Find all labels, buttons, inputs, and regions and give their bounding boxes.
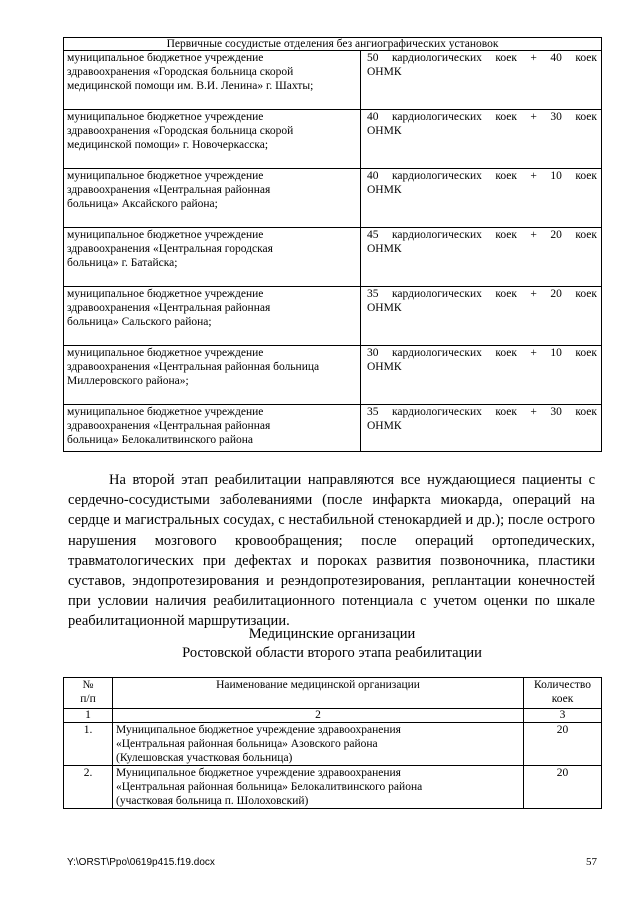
header-organization: Наименование медицинской организации: [113, 678, 524, 709]
organization-name: Муниципальное бюджетное учреждение здравоохранения «Центральная районная больница» Белокалитвинского района (участковая больница п. Шолоховский): [113, 766, 524, 809]
organization-name: муниципальное бюджетное учреждение здравоохранения «Центральная районная больница Миллеровского района»;: [64, 346, 361, 405]
table-row: [64, 51, 602, 110]
table-row: [64, 723, 602, 766]
bed-count: 20: [524, 766, 602, 809]
organization-name: муниципальное бюджетное учреждение здравоохранения «Центральная районная больница» Сальского района;: [64, 287, 361, 346]
bed-count: 20: [524, 723, 602, 766]
bed-count: 45 кардиологических коек + 20 коек ОНМК: [361, 228, 602, 287]
organization-name: муниципальное бюджетное учреждение здравоохранения «Городская больница скорой медицинской помощи им. В.И. Ленина» г. Шахты;: [64, 51, 361, 110]
bed-count: 35 кардиологических коек + 20 коек ОНМК: [361, 287, 602, 346]
column-number: 2: [113, 709, 524, 723]
table-row: [64, 110, 602, 169]
section-title: Медицинские организации Ростовской области второго этапа реабилитации: [182, 626, 482, 661]
bed-count: 40 кардиологических коек + 30 коек ОНМК: [361, 110, 602, 169]
organization-name: муниципальное бюджетное учреждение здравоохранения «Центральная городская больница» г. Батайска;: [64, 228, 361, 287]
table-row: [64, 287, 602, 346]
file-path: Y:\ORST\Ppo\0619p415.f19.docx: [67, 857, 215, 868]
row-number: 2.: [64, 766, 113, 809]
header-bed-count: Количество коек: [524, 678, 602, 709]
header-number: № п/п: [64, 678, 113, 709]
table-row: [64, 169, 602, 228]
bed-count: 30 кардиологических коек + 10 коек ОНМК: [361, 346, 602, 405]
table-row: [64, 766, 602, 809]
body-paragraph: На второй этап реабилитации направляются все нуждающиеся пациенты с сердечно-сосудистыми заболеваниями (после инфаркта миокарда, операций на сердце и магистральных сосудах, с нестабильной стенокардией и др.); после острого нарушения мозгового кровообращения; после операций ортопедических, травматологических при дефектах и пороках развития позвоночника, пластики суставов, эндопротезирования и реэндопротезирования, реплантации конечностей при условии наличия реабилитационного потенциала с учетом оценки по шкале реабилитационной маршрутизации.: [68, 472, 596, 630]
organization-name: муниципальное бюджетное учреждение здравоохранения «Центральная районная больница» Белокалитвинского района: [64, 405, 361, 452]
column-number: 3: [524, 709, 602, 723]
organization-name: муниципальное бюджетное учреждение здравоохранения «Городская больница скорой медицинской помощи» г. Новочеркасска;: [64, 110, 361, 169]
column-number-row: [64, 709, 602, 723]
page-number: 57: [586, 856, 597, 868]
table-row: [64, 405, 602, 452]
rehabilitation-organizations-table: [63, 677, 602, 809]
table-row: [64, 228, 602, 287]
organization-name: Муниципальное бюджетное учреждение здравоохранения «Центральная районная больница» Азовского района (Кулешовская участковая больница): [113, 723, 524, 766]
table-row: [64, 346, 602, 405]
organization-name: муниципальное бюджетное учреждение здравоохранения «Центральная районная больница» Аксайского района;: [64, 169, 361, 228]
table-header: Первичные сосудистые отделения без ангиографических установок: [64, 38, 602, 51]
stroke-departments-table: [63, 37, 602, 452]
bed-count: 35 кардиологических коек + 30 коек ОНМК: [361, 405, 602, 452]
table-header-row: [64, 678, 602, 709]
row-number: 1.: [64, 723, 113, 766]
column-number: 1: [64, 709, 113, 723]
bed-count: 40 кардиологических коек + 10 коек ОНМК: [361, 169, 602, 228]
table-header-row: [64, 38, 602, 51]
bed-count: 50 кардиологических коек + 40 коек ОНМК: [361, 51, 602, 110]
